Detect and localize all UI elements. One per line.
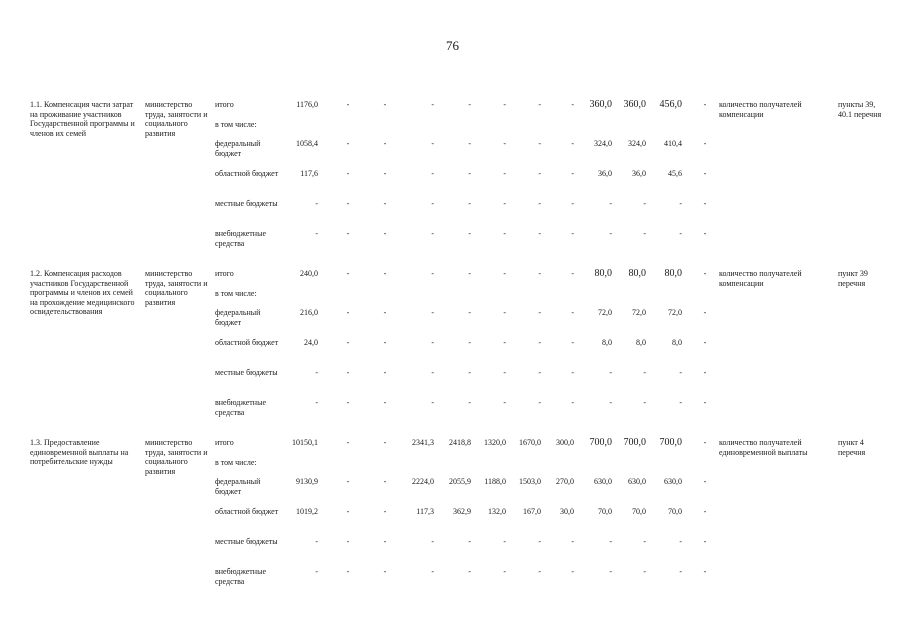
table-cell: -: [346, 507, 350, 516]
funding-source-label: областной бюджет: [215, 169, 279, 178]
table-cell: -: [346, 567, 350, 576]
table-cell: -: [468, 169, 471, 178]
table-cell: 72,0: [598, 308, 612, 317]
table-cell: -: [503, 537, 506, 546]
table-cell: 2418,8: [449, 438, 471, 447]
table-cell: -: [315, 199, 318, 208]
table-cell: -: [679, 229, 682, 238]
table-cell: -: [383, 477, 387, 486]
table-cell: -: [538, 398, 541, 407]
table-cell: -: [431, 229, 434, 238]
table-cell: -: [383, 537, 387, 546]
table-cell: -: [468, 567, 471, 576]
table-cell: -: [679, 368, 682, 377]
table-cell: -: [346, 368, 350, 377]
table-cell: -: [431, 169, 434, 178]
table-cell: -: [538, 139, 541, 148]
table-cell: -: [431, 199, 434, 208]
table-cell: -: [383, 368, 387, 377]
table-cell: -: [383, 169, 387, 178]
table-cell: -: [383, 507, 387, 516]
table-cell: -: [571, 139, 574, 148]
table-cell: 362,9: [453, 507, 471, 516]
table-cell: -: [703, 507, 707, 516]
indicator-name: количество получателей единовременной выплаты: [719, 438, 808, 457]
table-cell: -: [571, 308, 574, 317]
table-cell: -: [643, 229, 646, 238]
funding-source-label: федеральный бюджет: [215, 308, 261, 327]
table-cell: -: [346, 269, 350, 278]
table-cell: -: [431, 537, 434, 546]
executor-name: министерство труда, занятости и социального развития: [145, 100, 208, 138]
table-cell: -: [538, 269, 541, 278]
table-cell: 167,0: [523, 507, 541, 516]
funding-source-label: местные бюджеты: [215, 537, 278, 546]
table-cell: -: [346, 169, 350, 178]
table-cell: -: [346, 100, 350, 109]
table-cell: -: [503, 100, 506, 109]
table-cell: -: [703, 477, 707, 486]
table-cell: 2341,3: [412, 438, 434, 447]
table-cell: 324,0: [594, 139, 612, 148]
table-cell: -: [503, 398, 506, 407]
table-cell: -: [703, 398, 707, 407]
table-cell: 630,0: [594, 477, 612, 486]
table-cell: -: [571, 537, 574, 546]
table-row: [0, 308, 905, 338]
table-cell: 216,0: [300, 308, 318, 317]
table-row: [0, 477, 905, 507]
funding-source-label: местные бюджеты: [215, 368, 278, 377]
funding-source-label: внебюджетные средства: [215, 229, 266, 248]
table-cell: -: [346, 438, 350, 447]
table-row: [0, 398, 905, 428]
table-cell: -: [538, 368, 541, 377]
funding-source-label: местные бюджеты: [215, 199, 278, 208]
table-cell: 10150,1: [292, 438, 318, 447]
table-cell: 9130,9: [296, 477, 318, 486]
table-row: [0, 507, 905, 537]
table-cell: -: [643, 199, 646, 208]
table-cell: -: [346, 477, 350, 486]
table-cell: -: [346, 139, 350, 148]
table-cell: 1176,0: [296, 100, 318, 109]
table-cell: 700,0: [589, 437, 612, 448]
table-cell: 700,0: [659, 437, 682, 448]
reference-text: пункты 39, 40.1 перечня: [838, 100, 882, 119]
table-cell: -: [383, 438, 387, 447]
table-cell: 36,0: [632, 169, 646, 178]
table-cell: -: [609, 368, 612, 377]
table-row: [0, 338, 905, 368]
funding-source-label: внебюджетные средства: [215, 398, 266, 417]
table-cell: -: [346, 537, 350, 546]
table-cell: -: [346, 398, 350, 407]
table-cell: -: [643, 398, 646, 407]
table-cell: 2055,9: [449, 477, 471, 486]
table-cell: -: [571, 229, 574, 238]
table-cell: -: [503, 139, 506, 148]
table-cell: -: [538, 537, 541, 546]
funding-source-label: итого: [215, 269, 234, 278]
table-cell: -: [431, 398, 434, 407]
table-cell: -: [703, 139, 707, 148]
table-cell: -: [643, 368, 646, 377]
funding-source-label: итого: [215, 100, 234, 109]
table-cell: -: [468, 229, 471, 238]
table-cell: -: [383, 100, 387, 109]
table-cell: 1019,2: [296, 507, 318, 516]
table-cell: -: [383, 398, 387, 407]
table-cell: -: [431, 338, 434, 347]
table-cell: -: [346, 229, 350, 238]
table-cell: -: [538, 567, 541, 576]
table-cell: -: [571, 398, 574, 407]
table-cell: -: [346, 338, 350, 347]
table-cell: -: [703, 567, 707, 576]
table-cell: 36,0: [598, 169, 612, 178]
table-cell: 410,4: [664, 139, 682, 148]
table-cell: -: [383, 308, 387, 317]
funding-source-label: в том числе:: [215, 289, 257, 298]
table-cell: 270,0: [556, 477, 574, 486]
table-cell: -: [609, 199, 612, 208]
table-cell: -: [383, 567, 387, 576]
table-cell: 80,0: [594, 268, 612, 279]
table-row: [0, 199, 905, 229]
table-cell: 1670,0: [519, 438, 541, 447]
table-cell: 360,0: [623, 99, 646, 110]
table-cell: 70,0: [668, 507, 682, 516]
table-cell: 72,0: [632, 308, 646, 317]
table-cell: -: [679, 398, 682, 407]
table-cell: -: [346, 308, 350, 317]
table-cell: -: [431, 139, 434, 148]
table-cell: -: [571, 100, 574, 109]
table-cell: 80,0: [664, 268, 682, 279]
table-cell: -: [703, 269, 707, 278]
table-cell: 630,0: [628, 477, 646, 486]
table-cell: -: [703, 100, 707, 109]
table-cell: -: [315, 567, 318, 576]
table-cell: -: [571, 269, 574, 278]
table-cell: -: [431, 269, 434, 278]
table-cell: 72,0: [668, 308, 682, 317]
table-cell: 300,0: [556, 438, 574, 447]
table-cell: 456,0: [659, 99, 682, 110]
table-cell: -: [571, 199, 574, 208]
funding-source-label: итого: [215, 438, 234, 447]
table-cell: 700,0: [623, 437, 646, 448]
table-cell: 70,0: [598, 507, 612, 516]
table-cell: -: [468, 100, 471, 109]
table-row: [0, 368, 905, 398]
table-cell: 2224,0: [412, 477, 434, 486]
table-cell: 8,0: [636, 338, 646, 347]
table-cell: -: [679, 199, 682, 208]
table-cell: 45,6: [668, 169, 682, 178]
table-cell: -: [468, 308, 471, 317]
table-cell: -: [538, 229, 541, 238]
table-cell: -: [571, 338, 574, 347]
table-cell: 8,0: [672, 338, 682, 347]
table-cell: -: [431, 100, 434, 109]
indicator-name: количество получателей компенсации: [719, 269, 802, 288]
table-cell: -: [315, 398, 318, 407]
table-cell: 117,6: [300, 169, 318, 178]
table-cell: 630,0: [664, 477, 682, 486]
table-cell: -: [383, 269, 387, 278]
table-row: [0, 567, 905, 597]
table-cell: -: [383, 338, 387, 347]
table-cell: -: [703, 229, 707, 238]
table-cell: 1188,0: [484, 477, 506, 486]
table-cell: -: [315, 368, 318, 377]
table-cell: -: [538, 308, 541, 317]
table-cell: -: [503, 199, 506, 208]
table-cell: -: [468, 199, 471, 208]
table-cell: -: [468, 537, 471, 546]
table-cell: -: [571, 368, 574, 377]
table-cell: 240,0: [300, 269, 318, 278]
reference-text: пункт 4 перечня: [838, 438, 866, 457]
funding-source-label: внебюджетные средства: [215, 567, 266, 586]
table-cell: 80,0: [628, 268, 646, 279]
table-cell: -: [315, 229, 318, 238]
measure-name: 1.2. Компенсация расходов участников Государственной программы и членов их семей на прохождение медицинского освидетельствования: [30, 269, 135, 317]
table-cell: -: [503, 338, 506, 347]
table-cell: -: [503, 308, 506, 317]
funding-source-label: федеральный бюджет: [215, 477, 261, 496]
table-cell: 1503,0: [519, 477, 541, 486]
table-cell: -: [468, 269, 471, 278]
table-row: [0, 229, 905, 259]
table-cell: -: [468, 368, 471, 377]
table-cell: -: [609, 398, 612, 407]
table-cell: -: [703, 537, 707, 546]
funding-source-label: областной бюджет: [215, 338, 279, 347]
reference-text: пункт 39 перечня: [838, 269, 868, 288]
table-cell: -: [383, 139, 387, 148]
table-cell: -: [468, 338, 471, 347]
table-cell: -: [503, 169, 506, 178]
table-cell: -: [538, 199, 541, 208]
table-cell: -: [703, 308, 707, 317]
funding-source-label: в том числе:: [215, 458, 257, 467]
table-cell: -: [703, 199, 707, 208]
executor-name: министерство труда, занятости и социального развития: [145, 438, 208, 476]
table-cell: -: [679, 537, 682, 546]
table-cell: -: [538, 169, 541, 178]
table-cell: -: [571, 169, 574, 178]
table-cell: -: [571, 567, 574, 576]
funding-source-label: в том числе:: [215, 120, 257, 129]
table-cell: -: [346, 199, 350, 208]
table-cell: 324,0: [628, 139, 646, 148]
table-cell: 1320,0: [484, 438, 506, 447]
table-cell: 360,0: [589, 99, 612, 110]
table-cell: -: [383, 229, 387, 238]
table-cell: -: [643, 567, 646, 576]
table-cell: -: [468, 139, 471, 148]
table-cell: 30,0: [560, 507, 574, 516]
funding-source-label: областной бюджет: [215, 507, 279, 516]
executor-name: министерство труда, занятости и социального развития: [145, 269, 208, 307]
table-cell: -: [703, 169, 707, 178]
table-cell: -: [315, 537, 318, 546]
table-cell: -: [538, 338, 541, 347]
measure-name: 1.3. Предоставление единовременной выплаты на потребительские нужды: [30, 438, 129, 467]
table-cell: 8,0: [602, 338, 612, 347]
table-cell: -: [503, 229, 506, 238]
table-cell: -: [643, 537, 646, 546]
table-cell: -: [431, 308, 434, 317]
table-row: [0, 139, 905, 169]
table-cell: 70,0: [632, 507, 646, 516]
indicator-name: количество получателей компенсации: [719, 100, 802, 119]
table-cell: -: [609, 229, 612, 238]
table-cell: -: [468, 398, 471, 407]
table-cell: -: [703, 338, 707, 347]
table-cell: -: [383, 199, 387, 208]
table-row: [0, 169, 905, 199]
table-cell: 132,0: [488, 507, 506, 516]
table-cell: -: [503, 269, 506, 278]
table-cell: -: [609, 567, 612, 576]
table-cell: -: [538, 100, 541, 109]
table-cell: 1058,4: [296, 139, 318, 148]
funding-source-label: федеральный бюджет: [215, 139, 261, 158]
table-cell: 117,3: [416, 507, 434, 516]
table-cell: -: [431, 368, 434, 377]
table-cell: -: [503, 567, 506, 576]
table-cell: -: [609, 537, 612, 546]
table-cell: -: [703, 368, 707, 377]
table-cell: 24,0: [304, 338, 318, 347]
table-row: [0, 537, 905, 567]
table-cell: -: [679, 567, 682, 576]
table-cell: -: [503, 368, 506, 377]
measure-name: 1.1. Компенсация части затрат на проживание участников Государственной программы и членов их семей: [30, 100, 135, 138]
table-cell: -: [431, 567, 434, 576]
page-number: 76: [446, 38, 459, 53]
table-cell: -: [703, 438, 707, 447]
